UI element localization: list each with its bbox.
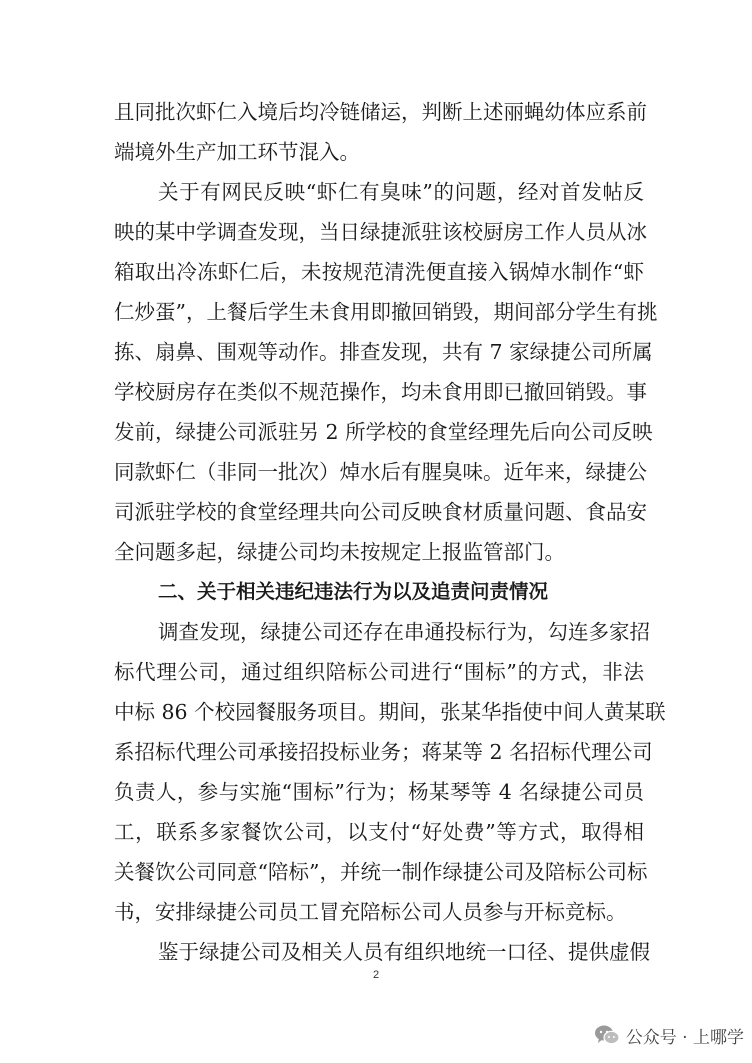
body-line: 负责人，参与实施“围标”行为；杨某琴等 4 名绿捷公司员 xyxy=(114,780,644,804)
watermark xyxy=(594,1020,744,1050)
body-line: 系招标代理公司承接招投标业务；蒋某等 2 名招标代理公司 xyxy=(114,740,653,764)
body-line: 发前，绿捷公司派驻另 2 所学校的食堂经理先后向公司反映 xyxy=(114,420,653,444)
body-line: 学校厨房存在类似不规范操作，均未食用即已撤回销毁。事 xyxy=(114,380,647,404)
body-line: 端境外生产加工环节混入。 xyxy=(114,140,360,164)
paragraph-first-line: 鉴于绿捷公司及相关人员有组织地统一口径、提供虚假 xyxy=(158,940,650,964)
wechat-icon xyxy=(594,1024,620,1046)
body-line: 同款虾仁（非同一批次）焯水后有腥臭味。近年来，绿捷公 xyxy=(114,460,647,484)
body-line: 箱取出冷冻虾仁后，未按规范清洗便直接入锅焯水制作“虾 xyxy=(114,260,644,284)
body-line: 全问题多起，绿捷公司均未按规定上报监管部门。 xyxy=(114,540,565,564)
paragraph-first-line: 关于有网民反映“虾仁有臭味”的问题，经对首发帖反 xyxy=(158,180,644,204)
watermark-text: 公众号 · 上哪学 xyxy=(625,1027,744,1048)
body-line: 映的某中学调查发现，当日绿捷派驻该校厨房工作人员从冰 xyxy=(114,220,647,244)
body-line: 拣、扇鼻、围观等动作。排查发现，共有 7 家绿捷公司所属 xyxy=(114,340,653,364)
body-line: 仁炒蛋”，上餐后学生未食用即撤回销毁，期间部分学生有挑 xyxy=(114,300,658,324)
body-line: 书，安排绿捷公司员工冒充陪标公司人员参与开标竞标。 xyxy=(114,900,627,924)
body-line: 标代理公司，通过组织陪标公司进行“围标”的方式，非法 xyxy=(114,660,644,684)
body-line: 工，联系多家餐饮公司，以支付“好处费”等方式，取得相 xyxy=(114,820,644,844)
body-line: 且同批次虾仁入境后均冷链储运，判断上述丽蝇幼体应系前 xyxy=(114,100,647,124)
document-body xyxy=(114,92,666,972)
section-heading: 二、关于相关违纪违法行为以及追责问责情况 xyxy=(158,580,549,603)
page-number: 2 xyxy=(372,969,380,981)
paragraph-first-line: 调查发现，绿捷公司还存在串通投标行为，勾连多家招 xyxy=(158,620,650,644)
body-line: 关餐饮公司同意“陪标”，并统一制作绿捷公司及陪标公司标 xyxy=(114,860,648,884)
body-line: 中标 86 个校园餐服务项目。期间，张某华指使中间人黄某联 xyxy=(114,700,666,724)
body-line: 司派驻学校的食堂经理共向公司反映食材质量问题、食品安 xyxy=(114,500,647,524)
